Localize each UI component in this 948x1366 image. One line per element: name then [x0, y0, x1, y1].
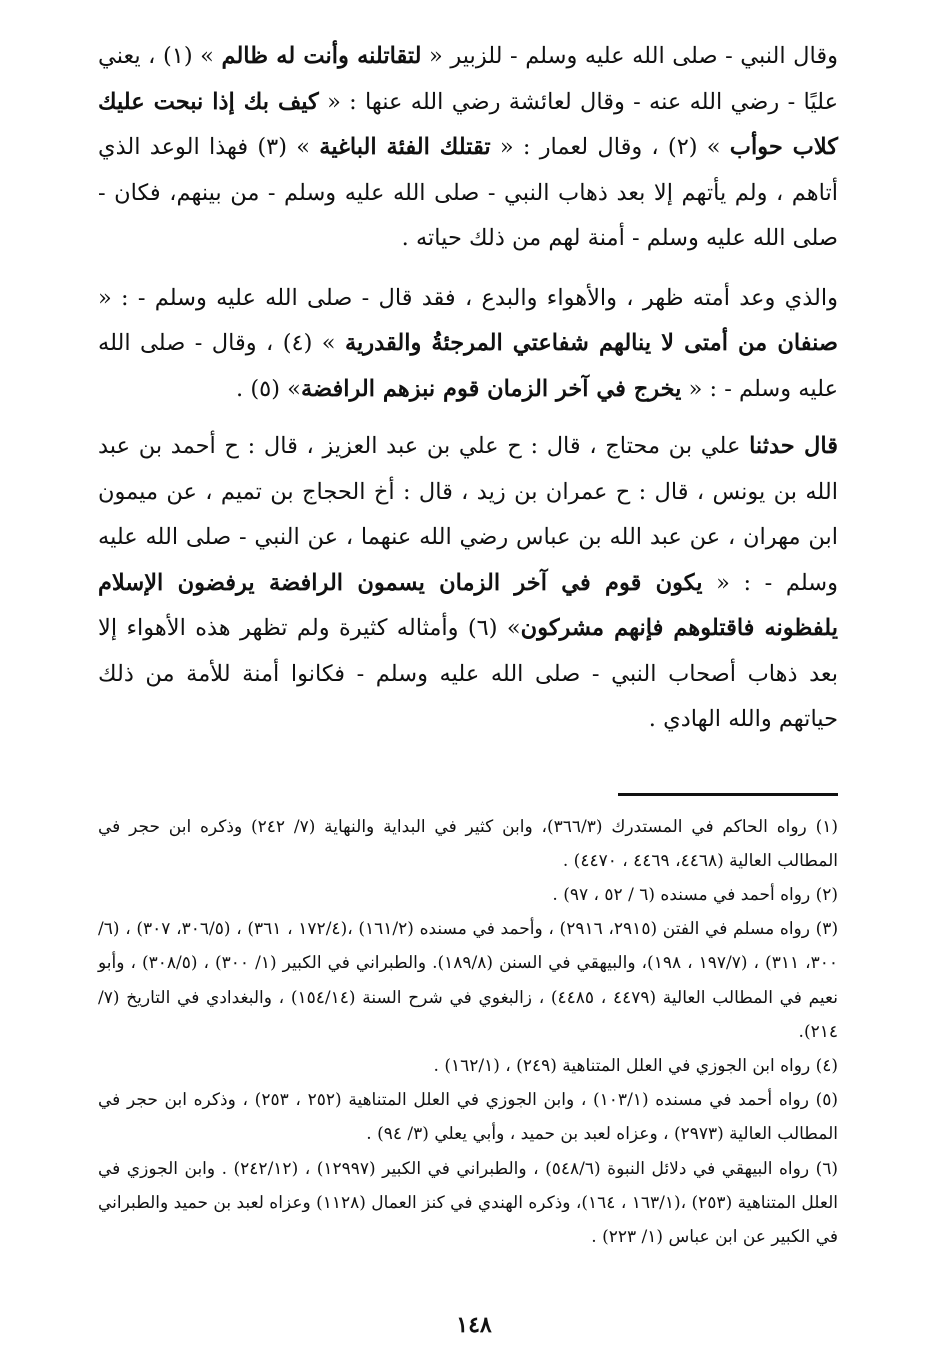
footnote-6: (٦) رواه البيهقي في دلائل النبوة (٥٤٨/٦) ، والطبراني في الكبير (١٢٩٩٧) ، (٢٤٢/١٢) . وابن الجوزي في العلل المتناهية (٢٥٣) ،(١٦٣/١ ، ١٦٤)، وذكره الهندي في كنز العمال (١١٢٨) وعزاه لعبد بن حميد والطبراني في الكبير عن ابن عباس (١/ ٢٢٣) .: [98, 1158, 838, 1247]
quoted-text: قال حدثنا: [749, 433, 839, 459]
quoted-text: تقتلك الفئة الباغية: [319, 134, 491, 160]
quoted-text: صنفان من أمتى لا ينالهم شفاعتي المرجئةُ والقدرية: [344, 330, 838, 356]
page-body: [98, 34, 838, 1254]
paragraph-2: [98, 276, 838, 413]
footnote-5: (٥) رواه أحمد في مسنده (١٠٣/١) ، وابن الجوزي في العلل المتناهية (٢٥٢ ، ٢٥٣) ، وذكره ابن حجر في المطالب العالية (٢٩٧٣) ، وعزاه لعبد بن حميد ، وأبي يعلي (٣/ ٩٤) .: [98, 1090, 839, 1145]
paragraph-1: [98, 34, 838, 262]
body-text: » (٢) ، وقال لعمار : «: [490, 134, 730, 160]
footnote-3: (٣) رواه مسلم في الفتن (٢٩١٥، ٢٩١٦) ، وأحمد في مسنده (١٦١/٢) ،(١٧٢/٤ ، ٣٦١) ، (٣٠٦/٥، ٣٠٧) ، (٦/ ٣٠٠، ٣١١) ، (١٩٧/٧ ، ١٩٨)، والبيهقي في السنن (١٨٩/٨). والطبراني في الكبير (١/ ٣٠٠) ، (٣٠٨/٥) ، وأبو نعيم في المطالب العالية (٤٤٧٩ ، ٤٤٨٥) ، زالبغوي في شرح السنة (١٥٤/١٤) ، والبغدادي في التاريخ (٧/ ٢١٤).: [98, 919, 839, 1042]
body-text: » (٤) ، وقال - صلى الله عليه وسلم - : «: [98, 330, 838, 402]
footnote-separator: [618, 793, 838, 796]
quoted-text: يخرج في آخر الزمان قوم نبزهم الرافضة: [300, 375, 682, 402]
body-text: والذي وعد أمته ظهر ، والأهواء والبدع ، فقد قال - صلى الله عليه وسلم - : «: [98, 284, 838, 311]
body-text: علي بن محتاج ، قال : ح علي بن عبد العزيز ، قال : ح أحمد بن عبد الله بن يونس ، قال : ح عمران بن زيد ، قال : أخ الحجاج بن تميم ، عن ميمون ابن مهران ، عن عبد الله بن عباس رضي الله عنهما ، عن النبي - صلى الله عليه وسلم - : «: [98, 433, 838, 596]
footnote-1: (١) رواه الحاكم في المستدرك (٣٦٦/٣)، وابن كثير في البداية والنهاية (٧/ ٢٤٢) وذكره ابن حجر في المطالب العالية (٤٤٦٨، ٤٤٦٩ ، ٤٤٧٠) .: [98, 816, 838, 871]
footnotes: [98, 810, 838, 1255]
body-text: وقال النبي - صلى الله عليه وسلم - للزبير «: [421, 43, 839, 69]
page-number: ١٤٨: [456, 1312, 492, 1338]
footnote-2: (٢) رواه أحمد في مسنده (٦ / ٥٢ ، ٩٧) .: [552, 884, 838, 905]
body-text: » (٣) فهذا الوعد الذي أتاهم ، ولم يأتهم إلا بعد ذهاب النبي - صلى الله عليه وسلم - من بينهم، فكان - صلى الله عليه وسلم - أمنة لهم من ذلك حياته .: [98, 134, 838, 251]
body-text: » (٦) وأمثاله كثيرة ولم تظهر هذه الأهواء إلا بعد ذهاب أصحاب النبي - صلى الله عليه وسلم - فكانوا أمنة للأمة من ذلك حياتهم والله الهادي .: [98, 615, 838, 732]
quoted-text: يكون قوم في آخر الزمان يسمون الرافضة يرفضون الإسلام يلفظونه فاقتلوهم فإنهم مشركون: [98, 569, 838, 641]
quoted-text: كيف بك إذا نبحت عليك كلاب حوأب: [98, 88, 838, 160]
quoted-text: لتقاتلنه وأنت له ظالم: [221, 43, 422, 69]
paragraph-3: [98, 424, 838, 743]
footnote-4: (٤) رواه ابن الجوزي في العلل المتناهية (٢٤٩) ، (١٦٢/١) .: [433, 1055, 838, 1076]
body-text: » (٥) .: [236, 375, 301, 402]
body-text: » (١) ، يعني عليًا - رضي الله عنه - وقال لعائشة رضي الله عنها : «: [98, 43, 838, 115]
